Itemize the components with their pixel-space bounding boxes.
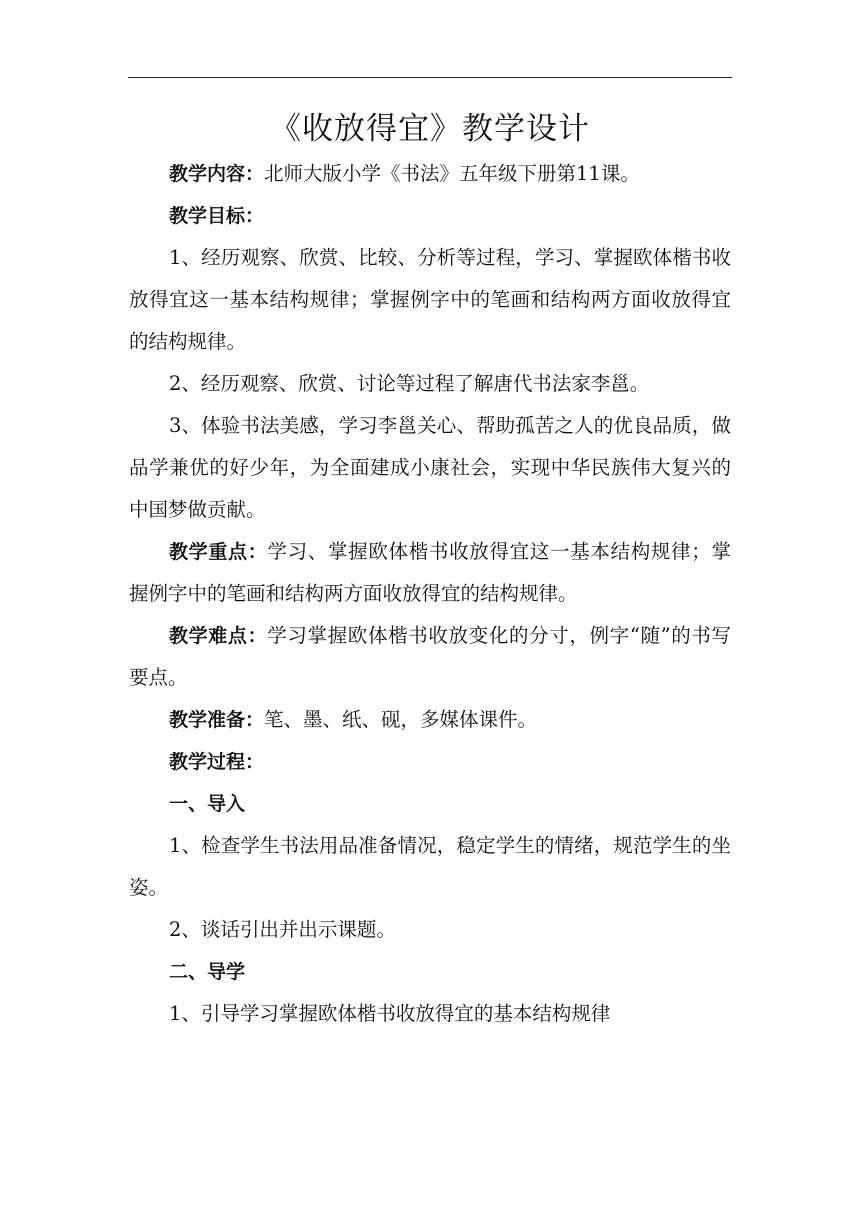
objective-item-2: 2、经历观察、欣赏、讨论等过程了解唐代书法家李邕。 — [169, 372, 650, 395]
difficulties-paragraph — [129, 615, 731, 699]
objective-item-3: 3、体验书法美感，学习李邕关心、帮助孤苦之人的优良品质，做品学兼优的好少年，为全面建成小康社会，实现中华民族伟大复兴的中国梦做贡献。 — [129, 414, 731, 521]
section-heading-intro — [129, 783, 731, 825]
teaching-process-label: 教学过程： — [169, 751, 265, 773]
section-heading-intro-text: 一、导入 — [169, 793, 246, 815]
guide-item-1: 1、引导学习掌握欧体楷书收放得宜的基本结构规律 — [169, 1002, 611, 1025]
preparation-label: 教学准备： — [169, 709, 265, 731]
preparation-text: 笔、墨、纸、砚，多媒体课件。 — [264, 708, 538, 731]
document-body — [129, 107, 731, 1035]
document-title: 《收放得宜》教学设计 — [270, 111, 590, 147]
teaching-content-text: 北师大版小学《书法》五年级下册第11课。 — [264, 162, 640, 185]
teaching-content-label: 教学内容： — [169, 163, 265, 185]
teaching-objectives-paragraph — [129, 195, 731, 237]
difficulties-label: 教学难点： — [169, 625, 268, 647]
header-rule — [128, 77, 732, 78]
key-points-paragraph — [129, 531, 731, 615]
key-points-text: 学习、掌握欧体楷书收放得宜这一基本结构规律；掌握例字中的笔画和结构两方面收放得宜的结构规律。 — [129, 540, 731, 605]
teaching-objectives-label: 教学目标： — [169, 205, 265, 227]
section-heading-guide — [129, 951, 731, 993]
preparation-paragraph — [129, 699, 731, 741]
objective-item-1: 1、经历观察、欣赏、比较、分析等过程，学习、掌握欧体楷书收放得宜这一基本结构规律；掌握例字中的笔画和结构两方面收放得宜的结构规律。 — [129, 246, 731, 353]
difficulties-text: 学习掌握欧体楷书收放变化的分寸，例字“随”的书写要点。 — [129, 624, 731, 689]
teaching-process-paragraph — [129, 741, 731, 783]
teaching-content-paragraph — [129, 153, 731, 195]
section-heading-guide-text: 二、导学 — [169, 961, 246, 983]
intro-item-1: 1、检查学生书法用品准备情况，稳定学生的情绪，规范学生的坐姿。 — [129, 834, 731, 899]
key-points-label: 教学重点： — [169, 541, 268, 563]
intro-item-2: 2、谈话引出并出示课题。 — [169, 918, 396, 941]
